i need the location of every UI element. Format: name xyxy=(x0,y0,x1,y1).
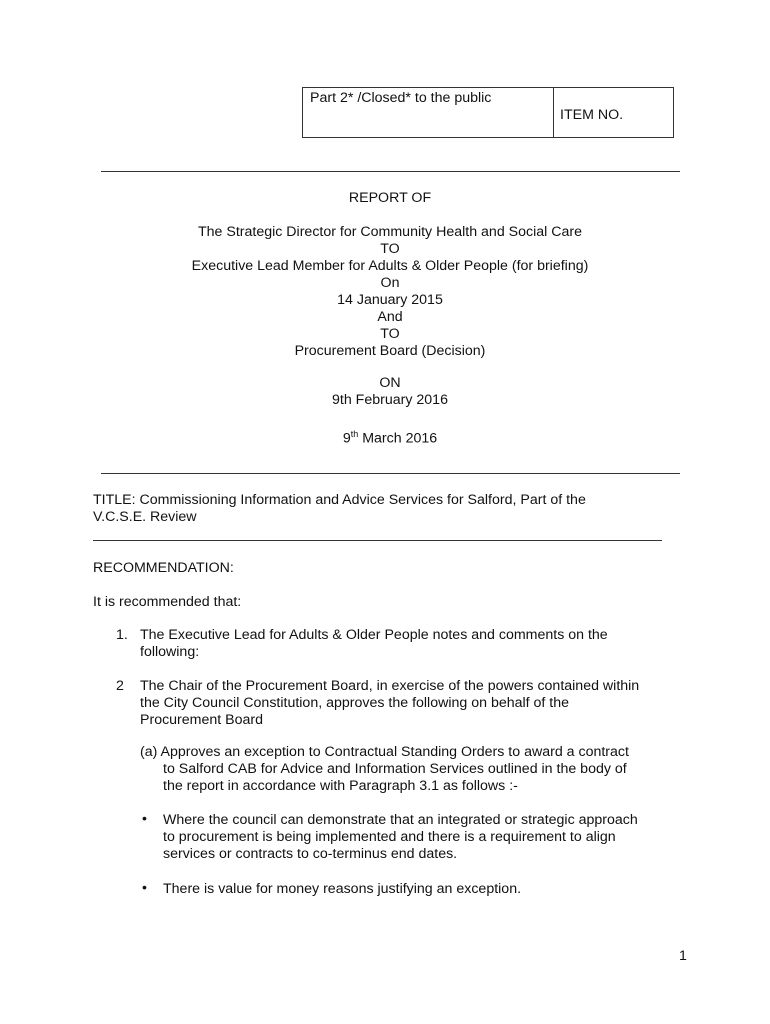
on-label-2: ON xyxy=(379,375,401,391)
item-1-number: 1. xyxy=(116,627,128,643)
date-3-rest: March 2016 xyxy=(358,430,438,447)
title-rule xyxy=(93,540,662,541)
sub-a-line-2: to Salford CAB for Advice and Information Services outlined in the body of xyxy=(163,761,627,777)
recommendation-intro: It is recommended that: xyxy=(93,594,242,610)
item-2-number: 2 xyxy=(116,678,124,694)
date-2: 9th February 2016 xyxy=(332,392,448,408)
report-recipients xyxy=(100,224,680,360)
recipient-2: Procurement Board (Decision) xyxy=(294,343,486,359)
date-3-suffix: th xyxy=(350,429,359,439)
bullet-icon: • xyxy=(142,811,147,827)
sub-a-line-3: the report in accordance with Paragraph 3.1 as follows :- xyxy=(163,778,518,794)
bullet-1-text xyxy=(163,812,688,863)
item-1-text xyxy=(140,627,608,661)
item-2-line-1: The Chair of the Procurement Board, in exercise of the powers contained within xyxy=(140,678,640,694)
bullet-1-line-1: Where the council can demonstrate that an integrated or strategic approach xyxy=(163,812,638,828)
and-label: And xyxy=(377,309,403,325)
recommendation-heading: RECOMMENDATION: xyxy=(93,560,234,576)
bullet-icon: • xyxy=(142,880,147,896)
sub-a-line-1: (a) Approves an exception to Contractual Standing Orders to award a contract xyxy=(140,744,629,760)
report-title xyxy=(93,492,586,526)
on-label-1: On xyxy=(380,275,400,291)
bullet-2-text: There is value for money reasons justifying an exception. xyxy=(163,881,522,897)
item-1-line-1: The Executive Lead for Adults & Older People notes and comments on the xyxy=(140,627,608,643)
title-line-2: V.C.S.E. Review xyxy=(93,509,197,525)
top-rule xyxy=(101,171,680,172)
table-divider xyxy=(553,88,554,137)
bullet-1-line-3: services or contracts to co-terminus end dates. xyxy=(163,846,458,862)
recipient-1: Executive Lead Member for Adults & Older People (for briefing) xyxy=(191,258,589,274)
title-line-1: TITLE: Commissioning Information and Advice Services for Salford, Part of the xyxy=(93,492,586,508)
page-number: 1 xyxy=(679,948,687,964)
to-label-1: TO xyxy=(380,241,400,257)
status-label: Part 2* /Closed* to the public xyxy=(310,90,492,106)
date-3 xyxy=(100,426,680,448)
date-3-day: 9 xyxy=(342,430,351,447)
report-of-heading: REPORT OF xyxy=(348,190,432,206)
author: The Strategic Director for Community Health and Social Care xyxy=(197,224,582,240)
bullet-1-line-2: to procurement is being implemented and there is a requirement to align xyxy=(163,829,616,845)
item-1-line-2: following: xyxy=(140,644,200,660)
item-2-line-3: Procurement Board xyxy=(140,712,264,728)
status-table xyxy=(302,87,674,138)
item-2-text xyxy=(140,678,639,729)
report-dates xyxy=(100,375,680,409)
sub-item-a xyxy=(140,744,629,795)
date-1: 14 January 2015 xyxy=(337,292,443,308)
item-no-label: ITEM NO. xyxy=(560,107,624,123)
to-label-2: TO xyxy=(380,326,400,342)
mid-rule xyxy=(101,473,680,474)
item-2-line-2: the City Council Constitution, approves the following on behalf of the xyxy=(140,695,570,711)
